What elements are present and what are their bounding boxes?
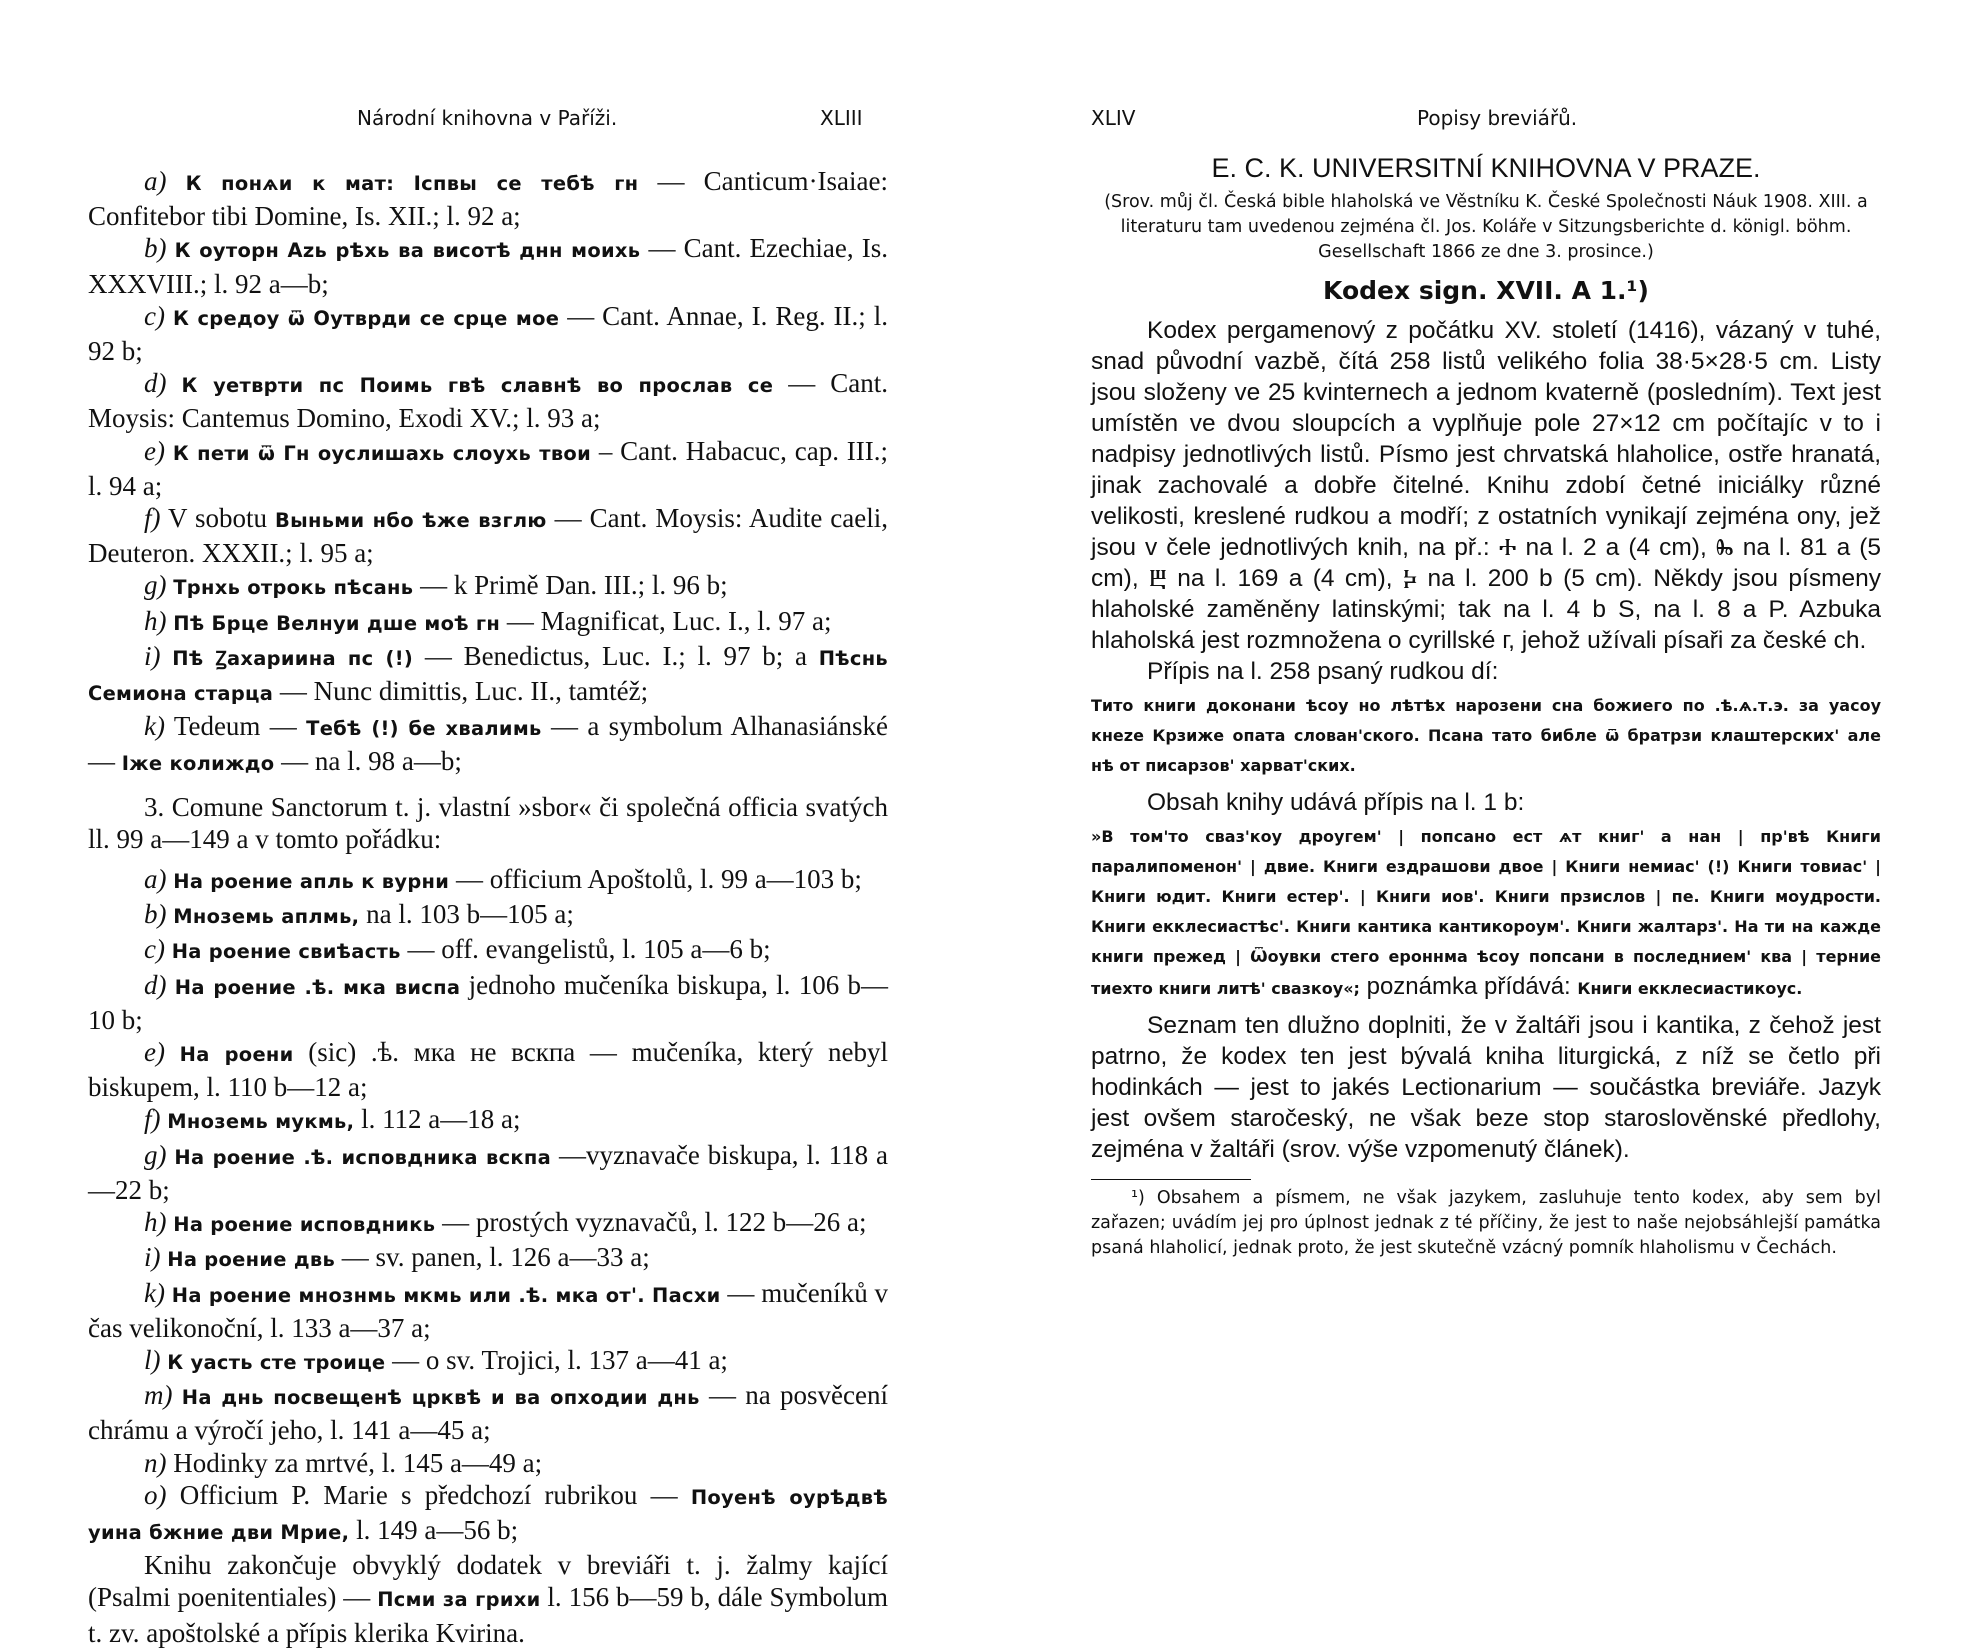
item-text: — Benedictus, Luc. I.; l. 97 b; a [424,640,807,671]
slavonic-text: Трнхь отрокь пѣсань [173,576,414,600]
pripis-intro: Přípis na l. 258 psaný rudkou dí: [1147,658,1499,686]
slavonic-text: На роение апль к вурни [173,870,450,894]
description-paragraph: Kodex pergamenový z počátku XV. století (1416), vázaný v tuhé, snad původní vazbě, čítá 258 listů velikého folia 38·5×28·5 cm. Listy jsou složeny ve 25 kvinternech a jednom kvaterně (posledním). Text jest umístěn ve dvou sloupcích a vyplňuje pole 27×12 cm počítajíc v to i nadpisy jednotlivých listů. Písmo jest chrvatská hlaholice, ostře hranatá, jinak zachovalé a dobře čitelné. Knihu zdobí četné iniciálky různé velikosti, kreslené rudkou a modří; z ostatních vynikají zejména ony, jež jsou v čele jednotlivých knih, na př.: Ⰰ na l. 2 a (4 cm), Ⰸ na l. 81 a (5 cm), Ⰱ na l. 169 a (4 cm), Ⰽ na l. 200 b (5 cm). Někdy jsou písmeny hlaholské zaměněny latinskými; tak na l. 4 b S, na l. 8 a P. Azbuka hlaholská jest rozmnožena o cyrillské г, jehož užívali písaři za české ch. [1091,317,1881,655]
left-page-number: XLIII [820,106,863,130]
list-item [88,710,888,780]
item-text: — a symbolum Alhanasiánské — [88,711,889,777]
item-text: — officium Apoštolů, l. 99 a—103 b; [455,864,862,895]
item-text: — Cant. Moysis: Cantemus Domino, Exodi XV.; l. 93 a; [88,368,888,434]
item-label: a) [144,864,167,895]
item-text: — na l. 98 a—b; [281,746,462,777]
right-page-number: XLIV [1091,106,1136,130]
slavonic-text: К оуторн Аzь рѣхь ва висотѣ днн моихь [174,239,641,263]
item-text: — o sv. Trojici, l. 137 a—41 a; [392,1344,728,1375]
item-label: e) [144,435,165,466]
item-label: b) [144,233,167,264]
item-text: — na posvěcení chrámu a výročí jeho, l. 141 a—45 a; [88,1380,888,1446]
item-label: k) [144,711,165,742]
item-text: — Cant. Ezechiae, Is. XXXVIII.; l. 92 a—b; [88,233,889,299]
list-item [88,1139,888,1206]
list-item [88,435,888,502]
item-label: l) [144,1344,161,1375]
list-item [88,569,888,604]
slavonic-text: Пѣ Ꙁахариина пс (!) [172,646,414,670]
item-text: — prostých vyznavačů, l. 122 b—26 a; [442,1207,867,1238]
obsah-intro: Obsah knihy udává přípis na l. 1 b: [1147,789,1525,817]
item-label: g) [144,1139,167,1170]
slavonic-text: Выньми нбо ѣже взглю [274,509,547,533]
slavonic-text: Іже колиждо [121,752,275,776]
item-text: Tedeum — [173,711,307,742]
list-item [88,1103,888,1138]
obsah-text: »В том'то сваз'коу дроугем' | попсано ест ѧт книг' а нан | пр'вѣ Книги паралипоменон' | двие. Книги ездрашови двое | Книги немиас' (!) Книги товиас' | Книги юдит. Книги естер'. | Книги иов'. Книги прзислов | пе. Книги моудрости. Книги екклесиастѣс'. Книги кантика кантикороум'. Книги жалтарз'. На ти на кажде книги прежед | Ѿоувки стего ероннма ѣсоу попсани в последнием' ква | терние тиехто книги литѣ' свазкоу«; poznámka přídává: Книги екклесиастикоус. [1091,827,1881,1001]
canticum-list [88,165,888,781]
list-item [88,605,888,640]
slavonic-text: На роение .ѣ. мка виспа [174,975,461,999]
item-text: —vyznavače biskupa, l. 118 a—22 b; [88,1139,888,1205]
list-item [88,1344,888,1379]
list-item [88,969,888,1036]
slavonic-text: Мноземь аплмь, [173,905,360,929]
list-item [88,640,888,710]
slavonic-text: К понѧи к мат: Іспвы се тебѣ гн [185,172,639,195]
right-body [1091,152,1881,1261]
item-label: c) [144,300,165,331]
item-label: h) [144,1207,167,1238]
slavonic-text: На роение исповдникь [173,1213,436,1237]
item-label: h) [144,605,167,636]
list-item [88,502,888,569]
item-text: — Cant. Annae, I. Reg. II.; l. 92 b; [88,300,889,367]
list-item [88,1241,888,1276]
item-text: — mučeníků v čas velikonoční, l. 133 a—37 a; [88,1277,888,1343]
seznam-paragraph: Seznam ten dlužno doplniti, že v žaltáři jsou i kantika, z čehož jest patrno, že kodex ten jest bývalá kniha liturgická, z níž se četlo při hodinkách — jest to jakés Lectionarium — součástka breviáře. Jazyk jest ovšem staročeský, ne však beze stop staroslověnské předlohy, zejména v žaltáři (srov. výše vzpomenutý článek). [1091,1012,1881,1164]
right-page [991,0,1982,1500]
kodex-heading: Kodex sign. XVII. A 1.¹) [1323,276,1649,306]
left-running-title: Národní knihovna v Paříži. [357,106,618,130]
slavonic-text: К уетврти пс Поимь гвѣ славнѣ во прослав се [181,374,774,398]
item-label: c) [144,934,165,965]
item-label: f) [144,503,161,534]
list-item [88,165,888,232]
item-label: e) [144,1037,165,1068]
item-text: — Nunc dimittis, Luc. II., tamtéž; [279,676,649,707]
item-text: — Canticum·Isaiae: Confitebor tibi Domine, Is. XII.; l. 92 a; [88,166,889,232]
slavonic-text: На роени [179,1043,294,1067]
item-text: l. 149 a—56 b; [356,1514,519,1545]
item-text: — Cant. Moysis: Audite caeli, Deuteron. XXXII.; l. 95 a; [88,503,888,569]
item-text: – Cant. Habacuc, cap. III.; l. 94 a; [88,435,888,501]
list-item [88,300,888,367]
item-label: g) [144,570,167,601]
item-text: jednoho mučeníka biskupa, l. 106 b—10 b; [88,969,888,1035]
slavonic-text: Пѣснь Семиона старца [88,646,889,706]
closing-paragraph: Knihu zakončuje obvyklý dodatek v breviáři t. j. žalmy kající (Psalmi poenitentiales) — Псми за грихи l. 156 b—59 b, dále Symbolum t. zv. apoštolské a přípis klerika Kvirina. [88,1550,888,1648]
item-text: na l. 103 b—105 a; [366,899,574,930]
list-item [88,1206,888,1241]
slavonic-text: Пѣ Брце Велнуи дше моѣ гн [173,611,501,635]
slavonic-text: Псми за грихи [377,1588,541,1612]
slavonic-text: Тебѣ (!) бе хвалимь [306,717,542,741]
item-text: (sic) .ѣ. мка не вскпа — mučeníka, který nebyl biskupem, l. 110 b—12 a; [88,1037,889,1103]
slavonic-text: Поуенѣ оурѣдвѣ уина бжние дви Мрие, [88,1485,889,1544]
slavonic-text: К средоу ѿ Оутврди се срце мое [172,306,560,330]
item-text: Officium P. Marie s předchozí rubrikou — [179,1479,691,1510]
list-item [88,1277,888,1344]
list-item [88,1479,888,1549]
item-text: — Magnificat, Luc. I., l. 97 a; [506,605,832,636]
list-item [88,367,888,434]
item-text: Hodinky za mrtvé, l. 145 a—49 a; [173,1447,543,1478]
right-running-title: Popisy breviářů. [1417,106,1578,130]
item-text: l. 112 a—18 a; [361,1104,521,1135]
item-label: o) [144,1479,167,1510]
list-item [88,898,888,933]
slavonic-text: На днь посвещенѣ црквѣ и ва опходии днь [181,1386,700,1410]
library-title: E. C. K. UNIVERSITNÍ KNIHOVNA V PRAZE. [1211,153,1761,183]
slavonic-text: На роение мнознмь мкмь или .ѣ. мка от'. Пасхи [171,1283,721,1307]
item-text: V sobotu [168,503,275,534]
slavonic-text: На роение двь [167,1248,336,1272]
list-item [88,1036,888,1103]
footnote: ¹) Obsahem a písmem, ne však jazykem, zasluhuje tento kodex, aby sem byl zařazen; uvádím jej pro úplnost jednak z té příčiny, že jest to naše nejobsáhlejší památka psaná hlaholicí, jednak proto, že jest skutečně vzácný pomník hlaholismu v Čechách. [1091,1188,1881,1259]
section-3-heading: 3. Comune Sanctorum t. j. vlastní »sbor« či společná officia svatých ll. 99 a—149 a v tomto pořádku: [88,791,888,854]
item-text: — k Primě Dan. III.; l. 96 b; [420,570,728,601]
comune-sanctorum-list [88,863,888,1549]
footnote-rule [1091,1179,1251,1180]
item-label: b) [144,899,167,930]
item-label: d) [144,969,167,1000]
slavonic-text: На роение свиѣасть [171,940,401,964]
slavonic-text: Мноземь мукмь, [167,1110,355,1134]
item-text: — sv. panen, l. 126 a—33 a; [341,1242,650,1273]
left-body [88,165,888,1649]
list-item [88,1447,888,1479]
left-page [0,0,991,1648]
item-text: — off. evangelistů, l. 105 a—6 b; [407,934,771,965]
item-label: f) [144,1104,161,1135]
pripis-text: Тито книги доконани ѣсоу но лѣтѣх нарозени сна божиего по .ѣ.ѧ.т.э. за уасоу кнеzе Крзиже опата слован'ского. Псана тато библе ѿ братрзи клаштерских' але нѣ от писарзов' харват'ских. [1091,696,1881,776]
list-item [88,863,888,898]
list-item [88,232,888,299]
item-label: m) [144,1380,173,1411]
item-label: k) [144,1277,165,1308]
item-label: d) [144,368,167,399]
slavonic-text: К уасть сте троице [167,1350,386,1374]
list-item [88,933,888,968]
item-label: i) [144,640,161,671]
list-item [88,1379,888,1446]
item-label: i) [144,1242,161,1273]
slavonic-text: К пети ѿ Гн оуслишахь слоухь твои [172,441,591,465]
item-label: a) [144,166,167,196]
reference-note: (Srov. můj čl. Česká bible hlaholská ve Věstníku K. České Společnosti Náuk 1908. XIII. a literaturu tam uvedenou zejména čl. Jos. Koláře v Sitzungsberichte d. königl. böhm. Gesellschaft 1866 ze dne 3. prosince.) [1104,192,1868,263]
slavonic-text: На роение .ѣ. исповдника вскпа [174,1145,552,1169]
item-label: n) [144,1447,167,1478]
